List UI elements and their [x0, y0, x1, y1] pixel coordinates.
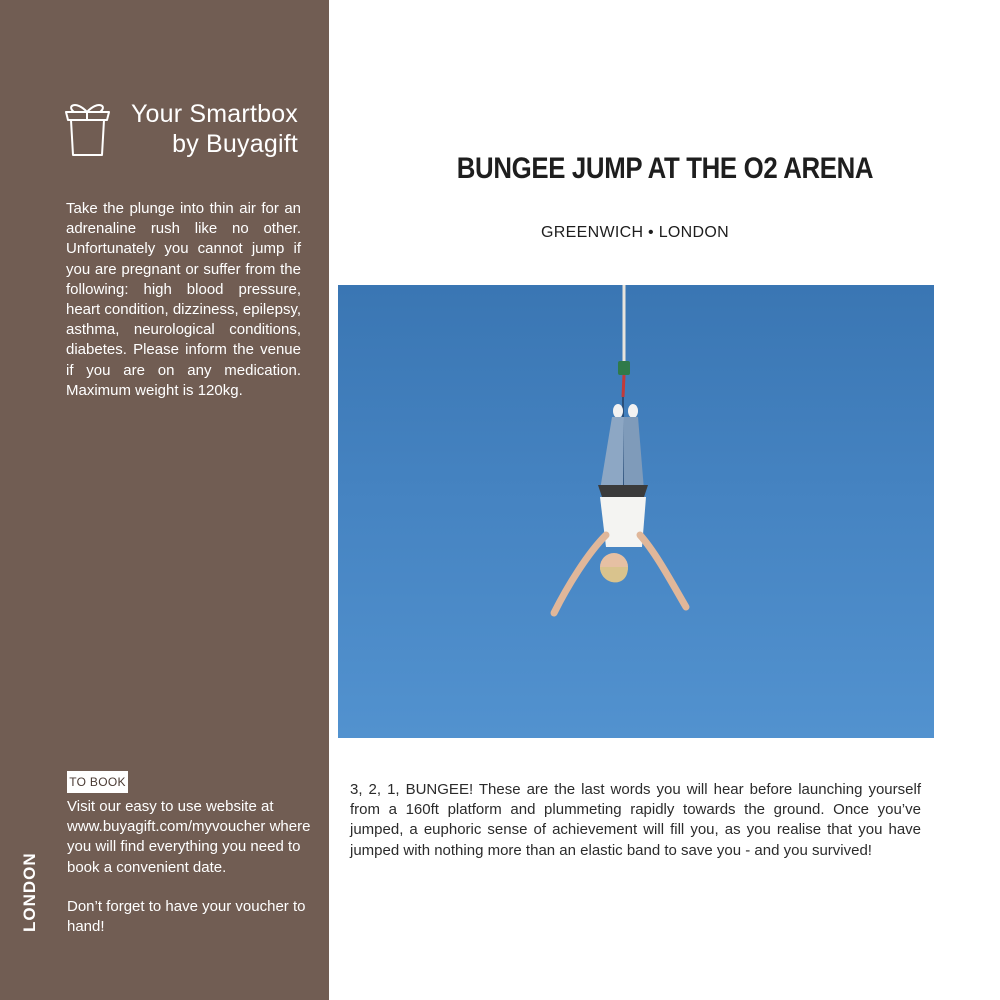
intro-text: Take the plunge into thin air for an adrenaline rush like no other. Unfortunately you cannot jump if you are pregnant or suffer from the following: high blood pressure, heart condition, dizziness, epilepsy, asthma, neurological conditions, diabetes. Please inform the venue if you are on any medication. Maximum weight is 120kg. [66, 200, 301, 399]
brand-line2: by Buyagift [172, 130, 298, 158]
bungee-jumper-photo [338, 285, 934, 738]
booking-instructions: Visit our easy to use website at www.buyagift.com/myvoucher where you will find everything you need to book a convenient date. [67, 798, 311, 876]
brand-line1: Your Smartbox [130, 100, 298, 128]
jumper-illustration [338, 285, 934, 738]
gift-icon [62, 100, 112, 158]
to-book-tag: TO BOOK [67, 771, 128, 793]
voucher-reminder: Don’t forget to have your voucher to hand! [67, 898, 306, 936]
experience-description: 3, 2, 1, BUNGEE! These are the last words you will hear before launching yourself from a 160ft platform and plummeting rapidly towards the ground. Once you’ve jumped, a euphoric sense of achievement will fill you, as you realise that you have jumped with nothing more than an elastic band to save you - and you survived! [350, 781, 921, 859]
brand-logo [62, 100, 302, 160]
side-location-label: LONDON [20, 852, 39, 932]
sidebar [0, 0, 329, 1000]
page-title: BUNGEE JUMP AT THE O2 ARENA [456, 152, 874, 185]
location-subtitle: GREENWICH • LONDON [541, 224, 729, 241]
